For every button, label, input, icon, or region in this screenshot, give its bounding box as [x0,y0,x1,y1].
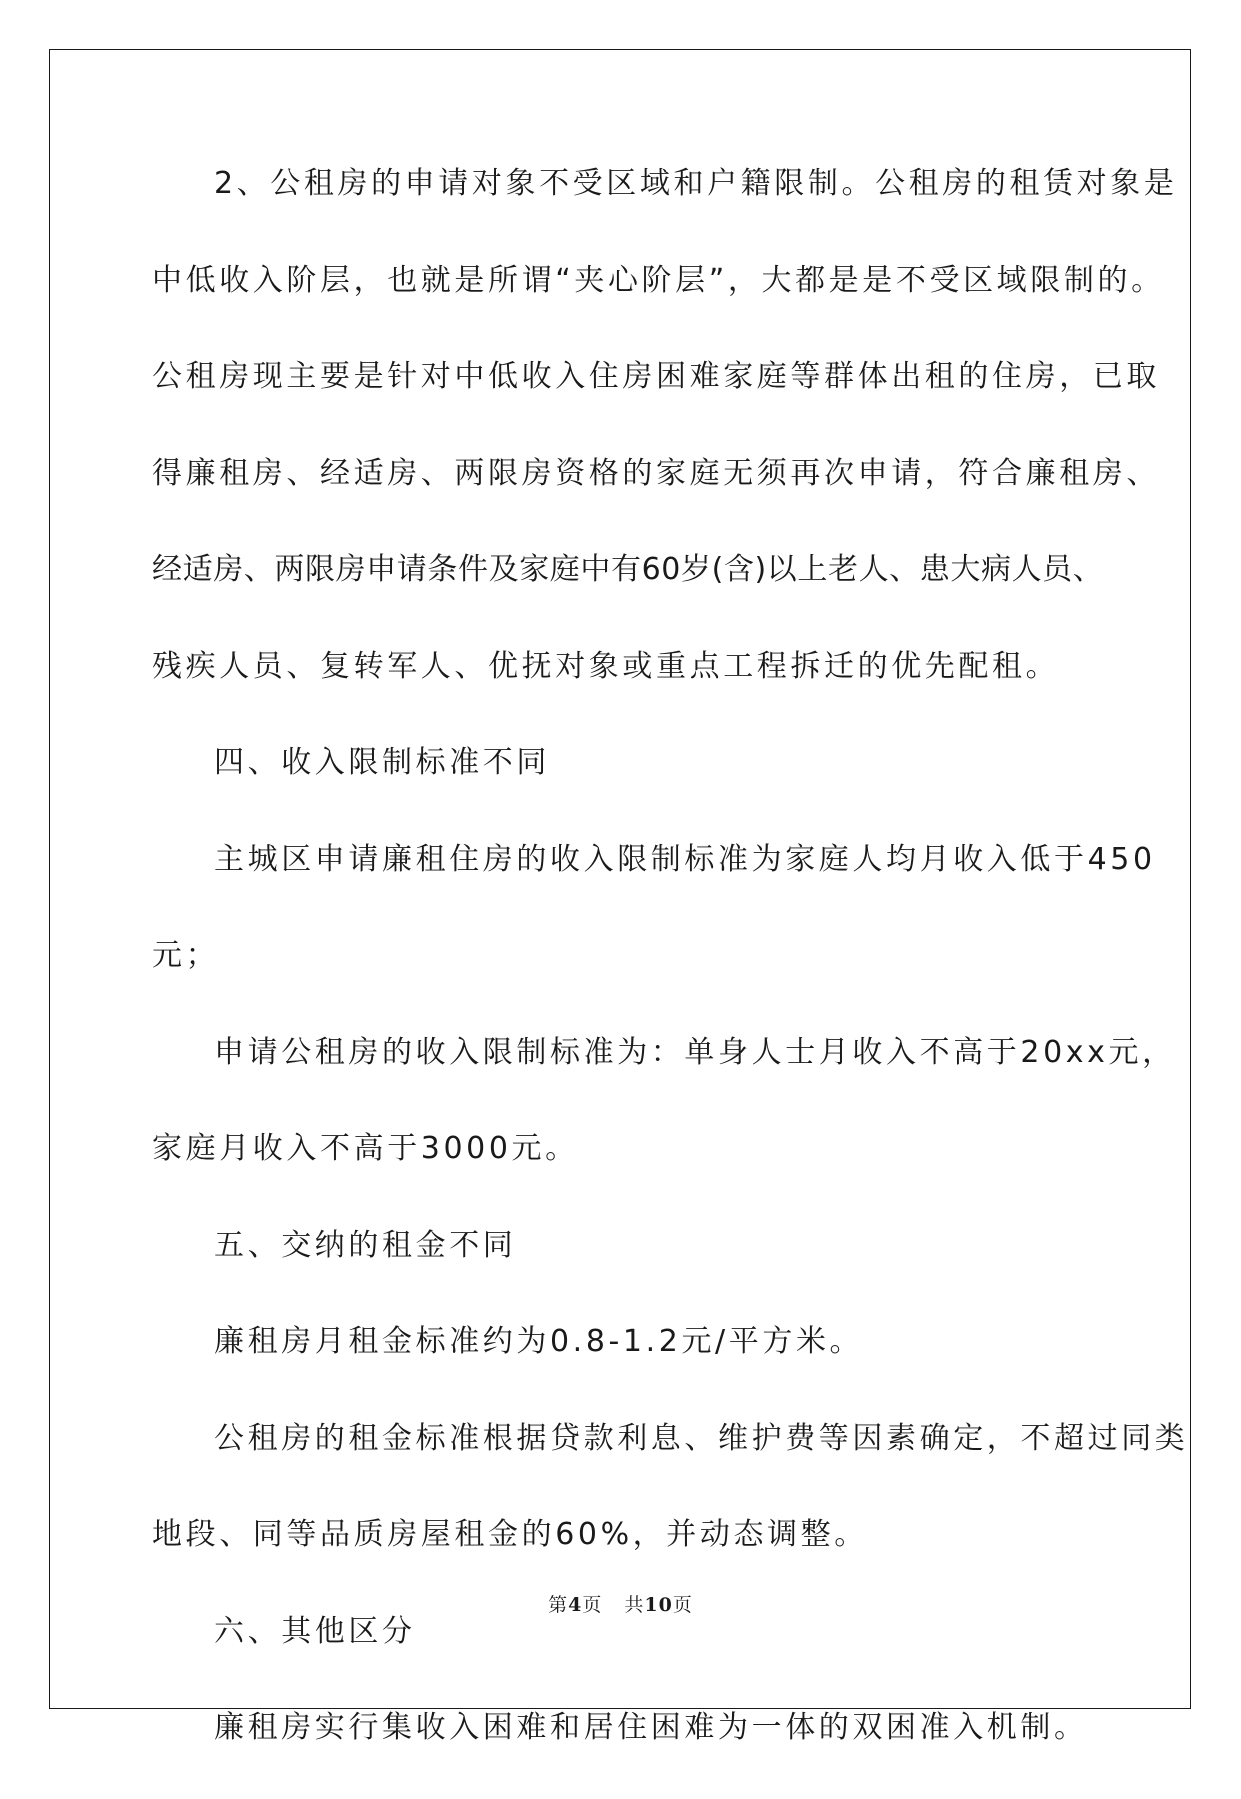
footer-page-suffix: 页 [582,1594,603,1616]
current-page-number: 4 [568,1594,583,1616]
text-line: 申请公租房的收入限制标准为：单身人士月收入不高于20xx元， [214,1034,1176,1070]
text-line: 家庭月收入不高于3000元。 [152,1131,579,1166]
section-heading: 四、收入限制标准不同 [214,745,550,780]
text-line: 主城区申请廉租住房的收入限制标准为家庭人均月收入低于450 [214,841,1156,877]
text-line: 公租房的租金标准根据贷款利息、维护费等因素确定，不超过同类 [214,1420,1189,1456]
text-line: 廉租房月租金标准约为0.8-1.2元/平方米。 [214,1324,864,1359]
document-body [152,158,1189,1799]
text-line: 公租房现主要是针对中低收入住房困难家庭等群体出租的住房，已取 [152,359,1160,394]
footer-prefix: 第 [548,1594,569,1616]
section-heading: 六、其他区分 [214,1613,416,1649]
text-line: 残疾人员、复转军人、优抚对象或重点工程拆迁的优先配租。 [152,648,1060,684]
text-line: 经适房、两限房申请条件及家庭中有60岁(含)以上老人、患大病人员、 [152,552,1104,587]
text-line: 得廉租房、经适房、两限房资格的家庭无须再次申请，符合廉租房、 [152,455,1160,491]
text-line: 元； [152,938,220,973]
footer-total-suffix: 页 [672,1594,693,1616]
footer-total-prefix: 共 [624,1594,645,1616]
text-line: 2、公租房的申请对象不受区域和户籍限制。公租房的租赁对象是 [214,166,1178,201]
text-line: 地段、同等品质房屋租金的60%，并动态调整。 [152,1517,868,1552]
text-line: 廉租房实行集收入困难和居住困难为一体的双困准入机制。 [214,1710,1088,1745]
section-heading: 五、交纳的租金不同 [214,1227,517,1263]
total-pages-number: 10 [644,1594,673,1616]
text-line: 中低收入阶层，也就是所谓“夹心阶层”，大都是是不受区域限制的。 [152,262,1165,298]
page-footer [0,1590,1241,1617]
